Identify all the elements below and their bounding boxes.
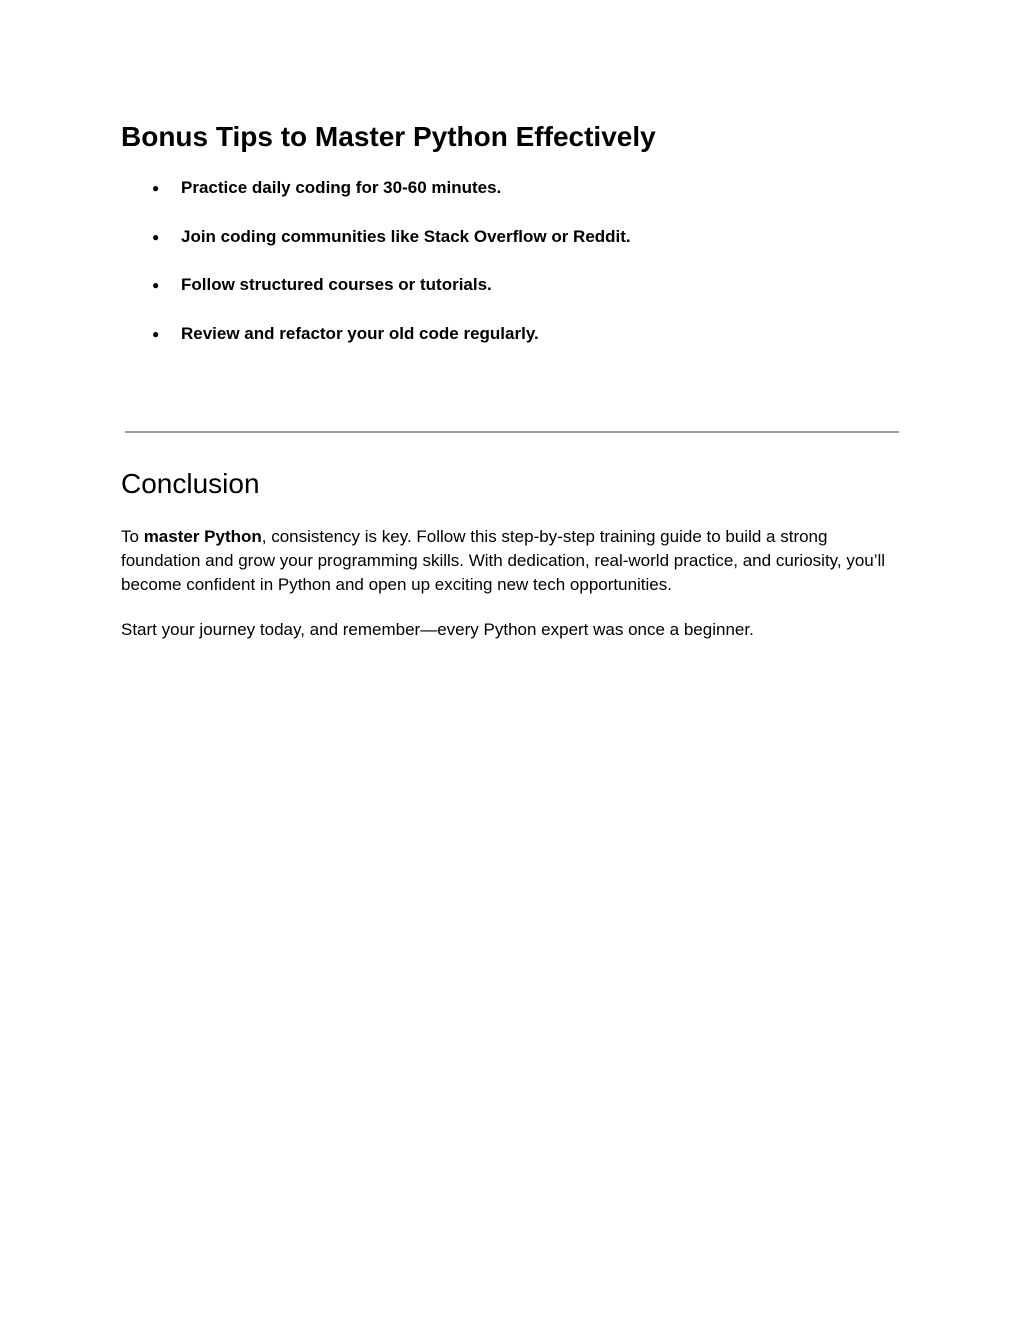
bonus-tips-heading: Bonus Tips to Master Python Effectively (121, 121, 656, 152)
section-divider (125, 431, 899, 433)
bullet-icon: ● (152, 181, 160, 195)
closing-paragraph: Start your journey today, and remember—every Python expert was once a beginner. (121, 620, 754, 639)
bullet-icon: ● (152, 327, 160, 342)
tip-text: Join coding communities like Stack Overflow or Reddit. (181, 226, 631, 246)
bullet-icon: ● (152, 229, 160, 244)
conclusion-paragraph (121, 525, 903, 597)
bullet-icon: ● (152, 278, 160, 293)
tip-text: Follow structured courses or tutorials. (181, 275, 492, 295)
bold-phrase: master Python (143, 527, 262, 546)
conclusion-heading: Conclusion (121, 468, 260, 499)
list-item (121, 322, 903, 371)
bonus-tips-list (121, 176, 903, 371)
list-item (121, 176, 903, 225)
list-item (121, 273, 903, 322)
paragraph-prefix: To (121, 527, 144, 546)
tip-text: Review and refactor your old code regularly. (181, 324, 539, 344)
tip-text: Practice daily coding for 30-60 minutes. (181, 178, 502, 197)
paragraph-rest: , consistency is key. Follow this step-by-step training guide to build a strong foundation and grow your programming skills. With dedication, real-world practice, and curiosity, you’ll become confident in Python and open up exciting new tech opportunities. (121, 527, 886, 594)
list-item (121, 225, 903, 274)
